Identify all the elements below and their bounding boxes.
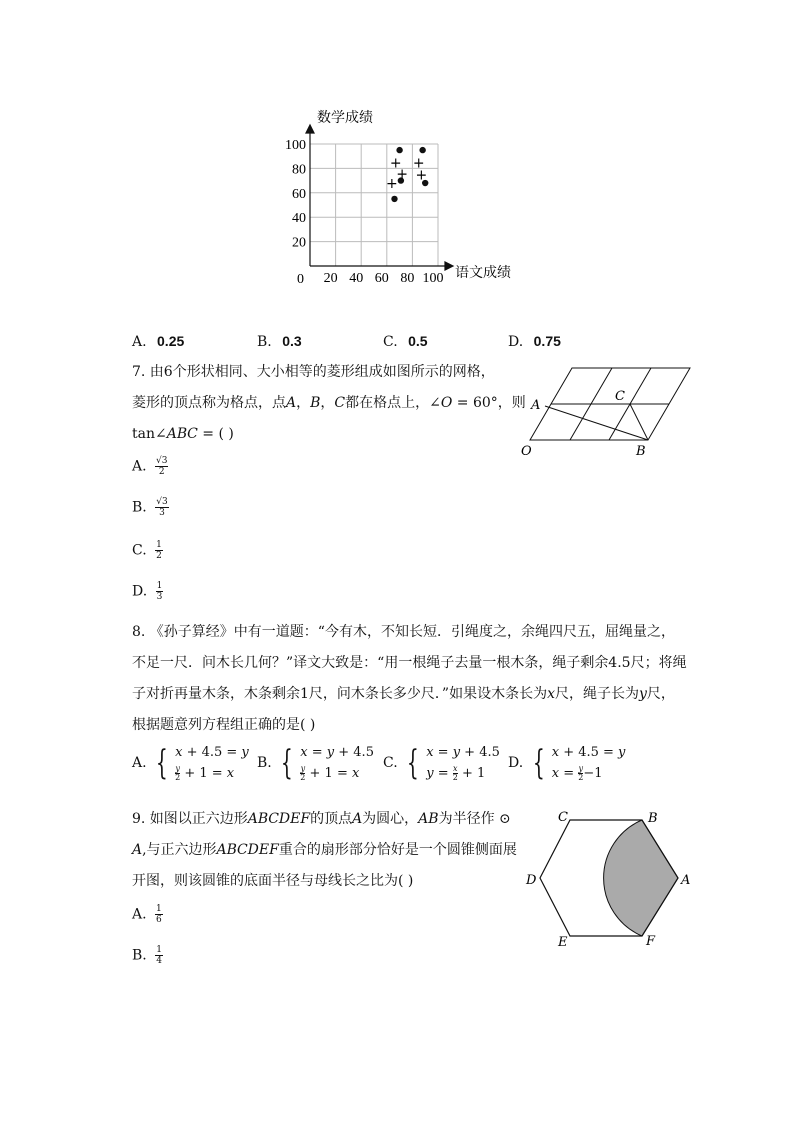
denominator: 2 xyxy=(156,551,162,561)
shaded-sector xyxy=(604,820,678,936)
option-letter: B. xyxy=(257,334,272,350)
label-c: C xyxy=(558,810,568,825)
scatter-chart xyxy=(280,100,540,290)
y-tick-label: 100 xyxy=(285,138,306,153)
fraction xyxy=(155,904,163,925)
denominator: 3 xyxy=(159,508,165,518)
fraction xyxy=(155,497,168,518)
rhombus-grid-figure xyxy=(515,362,695,462)
q6-option-b[interactable] xyxy=(257,331,302,352)
y-tick-label: 40 xyxy=(292,211,306,227)
q8-option-a[interactable] xyxy=(132,742,249,784)
origin-label: 0 xyxy=(297,272,304,287)
numerator: 𝑦 xyxy=(300,764,306,773)
q7-line-1: 7. 由6个形状相同、大小相等的菱形组成如图所示的网格， xyxy=(132,364,495,380)
brace-icon: { xyxy=(281,743,293,783)
x-tick-labels xyxy=(324,271,444,286)
option-letter: B. xyxy=(132,947,147,964)
equation-rest: + 1 = 𝑥 xyxy=(305,766,360,781)
option-value: 0.25 xyxy=(157,333,185,349)
option-value: 0.75 xyxy=(533,333,561,349)
equation-rest: + 1 = 𝑥 xyxy=(180,766,235,781)
numerator: 1 xyxy=(156,540,162,550)
y-tick-label: 60 xyxy=(292,186,306,202)
option-value: 0.3 xyxy=(282,333,302,349)
label-a: A xyxy=(531,398,541,413)
q7-option-d[interactable] xyxy=(132,581,163,602)
equation-system xyxy=(424,742,500,784)
numerator: √3 xyxy=(156,456,168,466)
denominator: 2 xyxy=(300,773,306,782)
label-f: F xyxy=(646,934,656,949)
fraction xyxy=(155,945,163,966)
q8-line-3: 子对折再量木条，木条剩余1尺，问木条长多少尺．”如果设木条长为𝑥尺，绳子长为𝑦尺， xyxy=(132,686,675,702)
equation-2 xyxy=(175,763,249,784)
data-point-plus: + xyxy=(389,155,402,172)
numerator: 1 xyxy=(156,904,162,914)
option-letter: A. xyxy=(132,334,147,350)
option-letter: C. xyxy=(383,755,398,771)
numerator: √3 xyxy=(156,497,168,507)
q8-line-2: 不足一尺．问木长几何？”译文大致是：“用一根绳子去量一根木条，绳子剩余4.5尺；将绳 xyxy=(132,655,687,671)
q8-line-1: 8. 《孙子算经》中有一道题：“今有木，不知长短．引绳度之，余绳四尺五，屈绳量之， xyxy=(132,624,675,640)
q8-option-d[interactable] xyxy=(508,742,625,784)
option-letter: D. xyxy=(508,334,524,350)
numerator: 𝑦 xyxy=(578,764,584,773)
equation-system xyxy=(173,742,249,784)
numerator: 1 xyxy=(156,945,162,955)
denominator: 2 xyxy=(452,773,458,782)
x-axis-arrow xyxy=(445,262,453,270)
label-o: O xyxy=(521,444,532,459)
y-axis-arrow xyxy=(306,125,314,133)
x-axis-label: 语文成绩 xyxy=(455,265,511,281)
y-tick-label: 80 xyxy=(292,162,306,178)
option-letter: D. xyxy=(132,583,148,600)
x-tick-label: 60 xyxy=(374,271,389,286)
equation-2 xyxy=(426,763,500,784)
q6-option-a[interactable] xyxy=(132,331,184,352)
fraction xyxy=(156,581,164,602)
label-b: B xyxy=(648,811,658,826)
y-tick-labels xyxy=(285,138,306,251)
option-letter: D. xyxy=(508,755,524,771)
q9-line-2: 𝐴,与正六边形𝐴𝐵𝐶𝐷𝐸𝐹重合的扇形部分恰好是一个圆锥侧面展 xyxy=(132,842,517,858)
data-point-plus: + xyxy=(415,167,428,184)
label-a: A xyxy=(681,873,691,888)
y-tick-label: 20 xyxy=(292,235,306,251)
option-letter: C. xyxy=(383,334,398,350)
q7-option-c[interactable] xyxy=(132,540,163,561)
data-point-plus: + xyxy=(386,176,398,193)
fraction xyxy=(155,540,163,561)
option-value: 0.5 xyxy=(408,333,428,349)
option-letter: B. xyxy=(132,499,147,516)
equation-system xyxy=(550,742,626,784)
equation-pre: 𝑥 = xyxy=(551,766,579,781)
denominator: 6 xyxy=(156,915,162,925)
option-letter: C. xyxy=(132,542,147,559)
numerator: 𝑥 xyxy=(453,764,458,773)
label-d: D xyxy=(526,873,537,888)
q8-option-b[interactable] xyxy=(257,742,374,784)
option-letter: B. xyxy=(257,755,272,771)
data-point-plus: + xyxy=(412,155,425,172)
label-e: E xyxy=(558,935,568,950)
q9-option-b[interactable] xyxy=(132,945,163,966)
data-point-dot xyxy=(419,147,425,153)
chart-axes xyxy=(306,125,453,270)
denominator: 2 xyxy=(158,467,165,477)
q7-line-3: tan∠𝐴𝐵𝐶 = ( ) xyxy=(132,426,234,442)
label-c: C xyxy=(615,389,625,404)
x-tick-label: 80 xyxy=(400,271,415,286)
x-tick-label: 20 xyxy=(323,271,338,286)
brace-icon: { xyxy=(155,743,168,783)
data-point-plus: + xyxy=(396,166,409,183)
y-axis-label: 数学成绩 xyxy=(317,110,373,126)
q8-option-c[interactable] xyxy=(383,742,500,784)
denominator: 4 xyxy=(156,956,162,966)
denominator: 3 xyxy=(156,592,163,602)
option-letter: A. xyxy=(132,458,147,475)
q9-line-1: 9. 如图以正六边形𝐴𝐵𝐶𝐷𝐸𝐹的顶点𝐴为圆心，𝐴𝐵为半径作 ⊙ xyxy=(132,811,511,827)
numerator: 1 xyxy=(156,581,163,591)
hexagon-figure xyxy=(520,805,700,950)
label-b: B xyxy=(636,444,646,459)
q6-option-d[interactable] xyxy=(508,331,561,352)
q7-option-a[interactable] xyxy=(132,456,168,477)
equation-1: 𝑥 + 4.5 = 𝑦 xyxy=(175,745,249,760)
x-tick-label: 40 xyxy=(349,271,364,286)
x-tick-label: 100 xyxy=(422,271,444,286)
numerator: 𝑦 xyxy=(175,764,180,773)
segment-ab xyxy=(545,406,648,440)
q7-option-b[interactable] xyxy=(132,497,169,518)
data-marks xyxy=(386,147,428,202)
equation-2 xyxy=(300,763,374,784)
denominator: 2 xyxy=(175,773,181,782)
q9-option-a[interactable] xyxy=(132,904,163,925)
q7-line-2: 菱形的顶点称为格点，点𝐴，𝐵，𝐶都在格点上，∠𝑂 = 60°，则 xyxy=(132,395,526,411)
equation-rest: + 1 xyxy=(457,766,486,781)
q9-line-3: 开图，则该圆锥的底面半径与母线长之比为( ) xyxy=(132,873,414,889)
brace-icon: { xyxy=(406,743,419,783)
equation-pre: 𝑦 = xyxy=(426,766,453,781)
option-letter: A. xyxy=(132,906,147,923)
q8-line-4: 根据题意列方程组正确的是( ) xyxy=(132,717,316,733)
brace-icon: { xyxy=(532,743,545,783)
option-letter: A. xyxy=(132,755,147,771)
data-point-dot xyxy=(391,196,397,202)
data-point-dot xyxy=(396,147,402,153)
denominator: 2 xyxy=(578,773,584,782)
equation-system xyxy=(298,742,374,784)
equation-rest: −1 xyxy=(583,766,603,781)
equation-2 xyxy=(552,763,626,784)
fraction xyxy=(155,456,168,477)
equation-1: 𝑥 + 4.5 = 𝑦 xyxy=(551,745,626,760)
equation-1: 𝑥 = 𝑦 + 4.5 xyxy=(300,745,374,760)
q6-option-c[interactable] xyxy=(383,331,428,352)
equation-1: 𝑥 = 𝑦 + 4.5 xyxy=(426,745,500,760)
